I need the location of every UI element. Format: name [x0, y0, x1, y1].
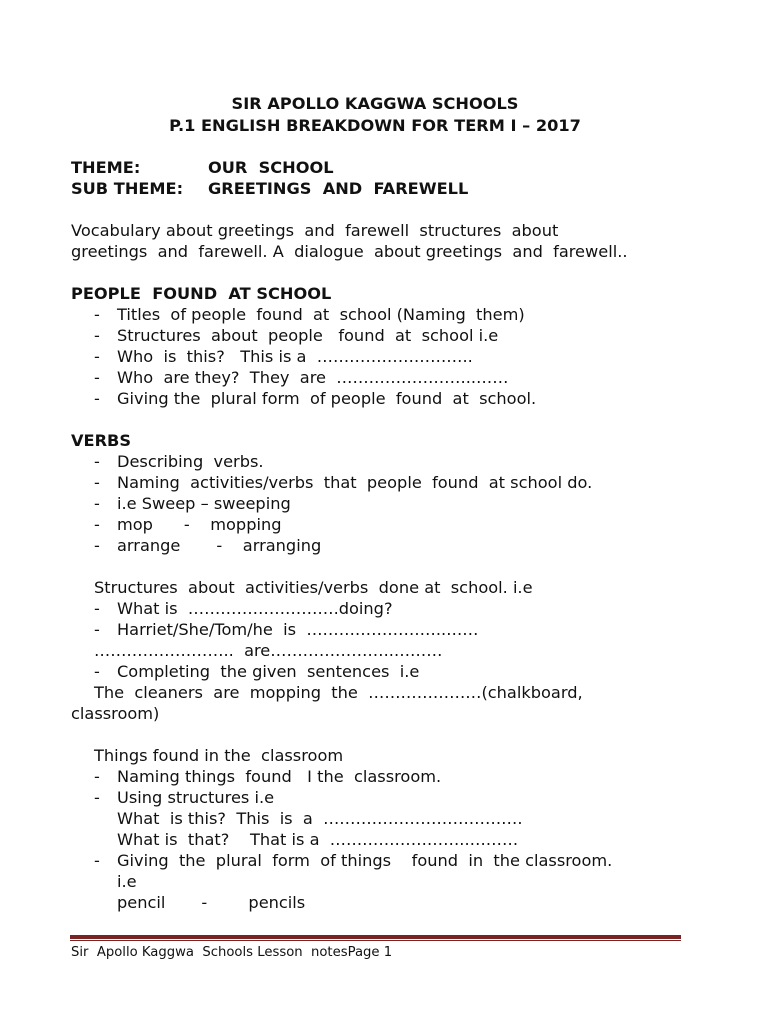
list-bullet: -: [94, 389, 100, 408]
list-bullet: -: [94, 326, 100, 345]
list-item: Structures about people found at school i.e: [117, 326, 499, 345]
list-bullet: -: [94, 851, 100, 870]
list-bullet: -: [94, 662, 100, 681]
footer-rule-thin: [70, 940, 681, 941]
sub-theme-value: GREETINGS AND FAREWELL: [208, 179, 469, 198]
footer-text: Sir Apollo Kaggwa Schools Lesson notesPage 1: [71, 945, 393, 960]
list-item: Titles of people found at school (Naming them): [117, 305, 525, 324]
list-bullet: -: [94, 305, 100, 324]
list-bullet: -: [94, 494, 100, 513]
list-bullet: -: [94, 368, 100, 387]
example-line: classroom): [71, 704, 160, 723]
section-heading-people: PEOPLE FOUND AT SCHOOL: [71, 284, 332, 303]
example-line: The cleaners are mopping the …………………(chalkboard,: [94, 683, 583, 702]
list-item: Harriet/She/Tom/he is ……………………..……: [117, 620, 479, 639]
list-bullet: -: [94, 599, 100, 618]
example-line: What is this? This is a ……………………………….: [117, 809, 523, 828]
list-item: Naming things found I the classroom.: [117, 767, 442, 786]
school-title: SIR APOLLO KAGGWA SCHOOLS: [231, 94, 519, 113]
list-item: Who is this? This is a ………………………..: [117, 347, 473, 366]
list-item: Using structures i.e: [117, 788, 275, 807]
intro-line: Vocabulary about greetings and farewell structures about: [71, 221, 559, 240]
list-bullet: -: [94, 473, 100, 492]
breakdown-title: P.1 ENGLISH BREAKDOWN FOR TERM I – 2017: [169, 116, 581, 135]
intro-line: greetings and farewell. A dialogue about greetings and farewell..: [71, 242, 628, 261]
list-bullet: -: [94, 536, 100, 555]
example-line: What is that? That is a ……………………..………: [117, 830, 519, 849]
ie-line: i.e: [117, 872, 137, 891]
section-heading-verbs: VERBS: [71, 431, 132, 450]
list-bullet: -: [94, 620, 100, 639]
list-bullet: -: [94, 788, 100, 807]
continuation-line: …………………….. are…………………..………: [94, 641, 443, 660]
list-bullet: -: [94, 452, 100, 471]
list-bullet: -: [94, 347, 100, 366]
footer-rule: [70, 935, 681, 939]
list-item: arrange - arranging: [117, 536, 322, 555]
list-item: Giving the plural form of people found at school.: [117, 389, 537, 408]
list-item: Naming activities/verbs that people found at school do.: [117, 473, 593, 492]
list-item: Who are they? They are ……………………..……: [117, 368, 509, 387]
theme-label: THEME:: [71, 158, 141, 177]
list-item: mop - mopping: [117, 515, 282, 534]
list-item: Completing the given sentences i.e: [117, 662, 420, 681]
sub-theme-label: SUB THEME:: [71, 179, 184, 198]
list-bullet: -: [94, 515, 100, 534]
list-item: Describing verbs.: [117, 452, 264, 471]
list-item: What is ……………………….doing?: [117, 599, 393, 618]
list-item: Giving the plural form of things found in the classroom.: [117, 851, 613, 870]
list-bullet: -: [94, 767, 100, 786]
classroom-intro: Things found in the classroom: [94, 746, 344, 765]
list-item: i.e Sweep – sweeping: [117, 494, 291, 513]
theme-value: OUR SCHOOL: [208, 158, 334, 177]
pencil-line: pencil - pencils: [117, 893, 306, 912]
structures-intro: Structures about activities/verbs done at school. i.e: [94, 578, 533, 597]
